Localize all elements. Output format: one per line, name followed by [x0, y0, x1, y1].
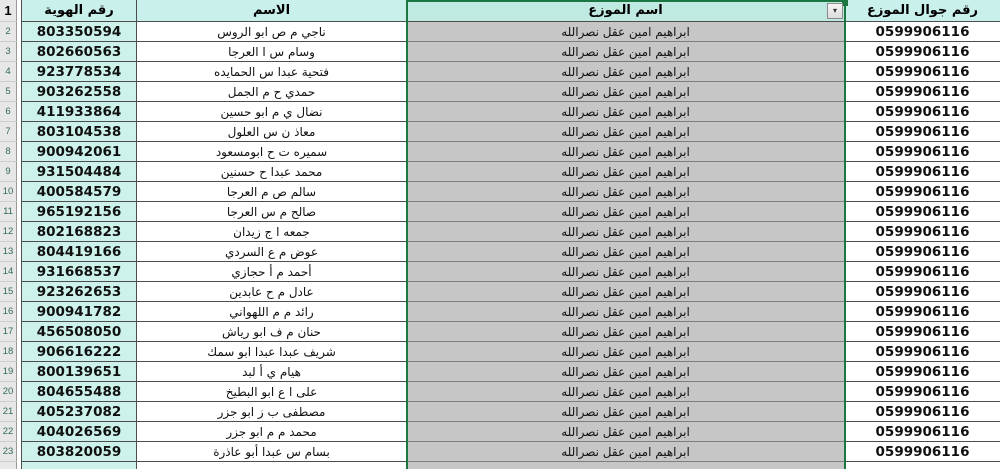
phone-cell[interactable]: 0599906116	[845, 362, 1000, 382]
header-id-number[interactable]: رقم الهوية	[21, 0, 137, 22]
header-distributor-mobile[interactable]: رقم جوال الموزع	[845, 0, 1000, 22]
table-row	[0, 322, 1000, 342]
row-gutter-1[interactable]: 1	[0, 0, 17, 22]
name-cell[interactable]: معاذ ن س العلول	[137, 122, 407, 142]
row-gutter[interactable]: 19	[0, 362, 17, 382]
phone-cell[interactable]: 0599906116	[845, 442, 1000, 462]
id-cell[interactable]: 800139651	[21, 362, 137, 382]
distributor-cell[interactable]: ابراهيم امين عقل نصرالله	[407, 322, 845, 342]
id-cell[interactable]: 906616222	[21, 342, 137, 362]
row-gutter[interactable]: 22	[0, 422, 17, 442]
table-row	[0, 362, 1000, 382]
distributor-cell[interactable]: ابراهيم امين عقل نصرالله	[407, 202, 845, 222]
row-gutter[interactable]: 10	[0, 182, 17, 202]
id-cell[interactable]: 903262558	[21, 82, 137, 102]
id-cell[interactable]: 802168823	[21, 222, 137, 242]
row-gutter[interactable]: 23	[0, 442, 17, 462]
table-row	[0, 202, 1000, 222]
distributor-cell[interactable]: ابراهيم امين عقل نصرالله	[407, 102, 845, 122]
table-row	[0, 162, 1000, 182]
row-gutter[interactable]: 9	[0, 162, 17, 182]
phone-cell[interactable]: 0599906116	[845, 202, 1000, 222]
id-cell[interactable]: 456508050	[21, 322, 137, 342]
distributor-cell[interactable]: ابراهيم امين عقل نصرالله	[407, 402, 845, 422]
name-cell[interactable]: محمد م م ابو جزر	[137, 422, 407, 442]
table-row	[0, 282, 1000, 302]
table-row	[0, 82, 1000, 102]
distributor-cell[interactable]: ابراهيم امين عقل نصرالله	[407, 122, 845, 142]
name-cell[interactable]: حنان م ف ابو رياش	[137, 322, 407, 342]
row-gutter[interactable]: 18	[0, 342, 17, 362]
phone-cell[interactable]: 0599906116	[845, 142, 1000, 162]
phone-cell[interactable]: 0599906116	[845, 422, 1000, 442]
distributor-cell[interactable]: ابراهيم امين عقل نصرالله	[407, 342, 845, 362]
id-cell[interactable]: 803104538	[21, 122, 137, 142]
table-row	[0, 302, 1000, 322]
phone-cell[interactable]: 0599906116	[845, 322, 1000, 342]
name-cell[interactable]: جمعه ا ج زيدان	[137, 222, 407, 242]
distributor-cell[interactable]: ابراهيم امين عقل نصرالله	[407, 142, 845, 162]
id-cell[interactable]: 803350594	[21, 22, 137, 42]
name-cell[interactable]: وسام س ا العرجا	[137, 42, 407, 62]
distributor-cell[interactable]: ابراهيم امين عقل نصرالله	[407, 302, 845, 322]
row-gutter[interactable]: 4	[0, 62, 17, 82]
phone-cell[interactable]: 0599906116	[845, 102, 1000, 122]
distributor-cell[interactable]: ابراهيم امين عقل نصرالله	[407, 22, 845, 42]
table-row	[0, 262, 1000, 282]
id-cell[interactable]: 803820059	[21, 442, 137, 462]
row-gutter[interactable]: 11	[0, 202, 17, 222]
row-gutter[interactable]: 5	[0, 82, 17, 102]
table-row	[0, 402, 1000, 422]
id-cell[interactable]: 900942061	[21, 142, 137, 162]
filter-dropdown-icon: ▾	[832, 6, 837, 15]
name-cell[interactable]: ناجي م ص ابو الروس	[137, 22, 407, 42]
name-cell-partial[interactable]	[137, 462, 407, 469]
phone-cell[interactable]: 0599906116	[845, 22, 1000, 42]
distributor-cell[interactable]: ابراهيم امين عقل نصرالله	[407, 422, 845, 442]
name-cell[interactable]: صالح م س العرجا	[137, 202, 407, 222]
row-gutter[interactable]: 2	[0, 22, 17, 42]
table-body	[0, 22, 1000, 462]
id-cell[interactable]: 400584579	[21, 182, 137, 202]
phone-cell[interactable]: 0599906116	[845, 82, 1000, 102]
name-cell[interactable]: محمد عبدا ح حسنين	[137, 162, 407, 182]
id-cell[interactable]: 411933864	[21, 102, 137, 122]
distributor-cell[interactable]: ابراهيم امين عقل نصرالله	[407, 262, 845, 282]
phone-cell[interactable]: 0599906116	[845, 262, 1000, 282]
name-cell[interactable]: رائد م م اللهواني	[137, 302, 407, 322]
table-row	[0, 142, 1000, 162]
phone-cell[interactable]: 0599906116	[845, 42, 1000, 62]
row-gutter[interactable]: 15	[0, 282, 17, 302]
phone-cell[interactable]: 0599906116	[845, 222, 1000, 242]
table-row	[0, 222, 1000, 242]
distributor-cell[interactable]: ابراهيم امين عقل نصرالله	[407, 82, 845, 102]
distributor-cell[interactable]: ابراهيم امين عقل نصرالله	[407, 62, 845, 82]
row-gutter[interactable]: 17	[0, 322, 17, 342]
distributor-cell[interactable]: ابراهيم امين عقل نصرالله	[407, 282, 845, 302]
phone-cell[interactable]: 0599906116	[845, 182, 1000, 202]
table-row	[0, 62, 1000, 82]
distributor-cell[interactable]: ابراهيم امين عقل نصرالله	[407, 442, 845, 462]
distributor-cell[interactable]: ابراهيم امين عقل نصرالله	[407, 222, 845, 242]
name-cell[interactable]: هيام ي أ لبد	[137, 362, 407, 382]
name-cell[interactable]: على ا ع ابو البطيخ	[137, 382, 407, 402]
phone-cell[interactable]: 0599906116	[845, 382, 1000, 402]
phone-cell[interactable]: 0599906116	[845, 62, 1000, 82]
id-cell[interactable]: 804419166	[21, 242, 137, 262]
table-row	[0, 182, 1000, 202]
name-cell[interactable]: حمدي ح م الجمل	[137, 82, 407, 102]
name-cell[interactable]: عوض م ع السردي	[137, 242, 407, 262]
row-gutter[interactable]: 8	[0, 142, 17, 162]
row-gutter[interactable]: 3	[0, 42, 17, 62]
id-cell[interactable]: 405237082	[21, 402, 137, 422]
table-row	[0, 382, 1000, 402]
table-row	[0, 242, 1000, 262]
phone-cell[interactable]: 0599906116	[845, 342, 1000, 362]
name-cell[interactable]: عادل م ح عابدين	[137, 282, 407, 302]
phone-cell[interactable]: 0599906116	[845, 122, 1000, 142]
header-name[interactable]: الاسم	[137, 0, 407, 22]
phone-cell[interactable]: 0599906116	[845, 162, 1000, 182]
phone-cell-partial[interactable]	[845, 462, 1000, 469]
name-cell[interactable]: سالم ص م العرجا	[137, 182, 407, 202]
id-cell[interactable]: 404026569	[21, 422, 137, 442]
id-cell[interactable]: 965192156	[21, 202, 137, 222]
name-cell[interactable]: نضال ي م ابو حسين	[137, 102, 407, 122]
id-cell[interactable]: 931668537	[21, 262, 137, 282]
table-header-row	[0, 0, 1000, 22]
id-cell[interactable]: 900941782	[21, 302, 137, 322]
id-cell[interactable]: 802660563	[21, 42, 137, 62]
id-cell-partial[interactable]	[21, 462, 137, 469]
row-gutter-partial[interactable]	[0, 462, 17, 469]
row-gutter[interactable]: 7	[0, 122, 17, 142]
distributor-cell[interactable]: ابراهيم امين عقل نصرالله	[407, 42, 845, 62]
row-gutter[interactable]: 21	[0, 402, 17, 422]
row-gutter[interactable]: 14	[0, 262, 17, 282]
row-gutter[interactable]: 20	[0, 382, 17, 402]
row-gutter[interactable]: 16	[0, 302, 17, 322]
distributor-cell[interactable]: ابراهيم امين عقل نصرالله	[407, 162, 845, 182]
distributor-cell[interactable]: ابراهيم امين عقل نصرالله	[407, 242, 845, 262]
phone-cell[interactable]: 0599906116	[845, 242, 1000, 262]
row-gutter[interactable]: 12	[0, 222, 17, 242]
name-cell[interactable]: شريف عبدا عبدا ابو سمك	[137, 342, 407, 362]
name-cell[interactable]: سميره ت ح ابومسعود	[137, 142, 407, 162]
table-row	[0, 422, 1000, 442]
table-row	[0, 442, 1000, 462]
table-row	[0, 342, 1000, 362]
id-cell[interactable]: 804655488	[21, 382, 137, 402]
table-row	[0, 22, 1000, 42]
row-gutter[interactable]: 6	[0, 102, 17, 122]
name-cell[interactable]: فتحية عبدا س الحمايده	[137, 62, 407, 82]
distributor-cell-partial[interactable]	[407, 462, 845, 469]
name-cell[interactable]: مصطفى ب ز ابو جزر	[137, 402, 407, 422]
name-cell[interactable]: أحمد م أ حجازي	[137, 262, 407, 282]
table-row	[0, 102, 1000, 122]
id-cell[interactable]: 923778534	[21, 62, 137, 82]
phone-cell[interactable]: 0599906116	[845, 302, 1000, 322]
id-cell[interactable]: 923262653	[21, 282, 137, 302]
distributor-cell[interactable]: ابراهيم امين عقل نصرالله	[407, 362, 845, 382]
phone-cell[interactable]: 0599906116	[845, 402, 1000, 422]
row-gutter[interactable]: 13	[0, 242, 17, 262]
distributor-cell[interactable]: ابراهيم امين عقل نصرالله	[407, 182, 845, 202]
phone-cell[interactable]: 0599906116	[845, 282, 1000, 302]
filter-dropdown-button[interactable]	[827, 3, 843, 19]
id-cell[interactable]: 931504484	[21, 162, 137, 182]
header-distributor-name[interactable]: اسم الموزع	[407, 0, 845, 22]
distributor-cell[interactable]: ابراهيم امين عقل نصرالله	[407, 382, 845, 402]
table-row	[0, 42, 1000, 62]
name-cell[interactable]: بسام س عبدا أبو عاذرة	[137, 442, 407, 462]
table-row	[0, 122, 1000, 142]
partial-row	[0, 462, 1000, 469]
